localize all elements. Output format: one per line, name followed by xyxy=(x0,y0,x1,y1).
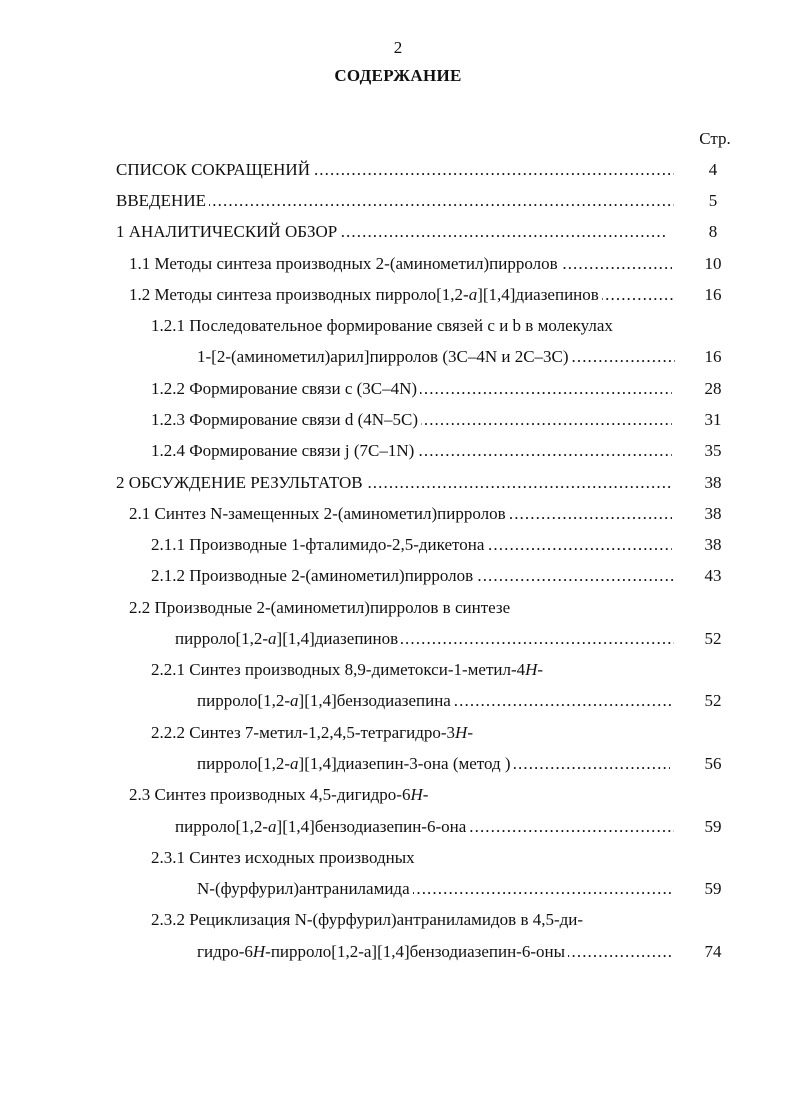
toc-page-number: 31 xyxy=(704,410,722,429)
toc-entry-2-2-1: 2.2.1 Синтез производных 8,9-диметокси-1-метил-4H- xyxy=(151,660,544,679)
toc-entry-chapter-2 xyxy=(116,470,672,496)
toc-entry-2-2: 2.2 Производные 2-(аминометил)пирролов в синтезе xyxy=(129,598,511,617)
toc-entry-text: 1-[2-(аминометил)арил]пирролов (3C–4N и 2C–3C) xyxy=(197,344,572,370)
toc-entry-text: 1.2.3 Формирование связи d (4N–5C) xyxy=(151,407,421,433)
page-number: 2 xyxy=(393,38,403,57)
toc-entry-text: 2.1.2 Производные 2-(аминометил)пирролов xyxy=(151,563,476,589)
toc-entry-2-2-1-continued xyxy=(197,688,674,714)
toc-entry-text: ВВЕДЕНИЕ xyxy=(116,188,209,214)
toc-page-number: 74 xyxy=(704,942,722,961)
toc-entry-2-2-2-continued xyxy=(197,751,670,777)
toc-entry-text: 2.1.1 Производные 1-фталимидо-2,5-дикетона xyxy=(151,532,487,558)
page-column-header: Стр. xyxy=(699,129,731,148)
toc-page-number: 43 xyxy=(704,566,722,585)
toc-page-number: 56 xyxy=(704,754,722,773)
toc-page-number: 8 xyxy=(708,222,718,241)
toc-entry-1-2-1-continued xyxy=(197,344,675,370)
toc-entry-text: гидро-6H-пирроло[1,2-a][1,4]бензодиазепин-6-оны xyxy=(197,939,568,965)
toc-entry-text: 1.2.4 Формирование связи j (7C–1N) xyxy=(151,438,417,464)
toc-entry-1-2-2 xyxy=(151,376,672,402)
toc-entry-text: СПИСОК СОКРАЩЕНИЙ xyxy=(116,157,313,183)
toc-page-number: 5 xyxy=(708,191,718,210)
page-title: СОДЕРЖАНИЕ xyxy=(334,66,462,85)
toc-entry-text: 1 АНАЛИТИЧЕСКИЙ ОБЗОР xyxy=(116,219,340,245)
toc-entry-2-3: 2.3 Синтез производных 4,5-дигидро-6H- xyxy=(129,785,429,804)
toc-entry-1-1 xyxy=(129,251,672,277)
toc-page-number: 16 xyxy=(704,347,722,366)
toc-entry-1-2-1: 1.2.1 Последовательное формирование связей c и b в молекулах xyxy=(151,316,613,335)
toc-entry-text: 2.1 Синтез N-замещенных 2-(аминометил)пирролов xyxy=(129,501,509,527)
toc-page-number: 38 xyxy=(704,473,722,492)
toc-entry-1-2-4 xyxy=(151,438,672,464)
toc-entry-2-1-1 xyxy=(151,532,672,558)
toc-page-number: 59 xyxy=(704,817,722,836)
toc-page-number: 52 xyxy=(704,629,722,648)
toc-page-number: 38 xyxy=(704,504,722,523)
toc-entry-introduction xyxy=(116,188,674,214)
toc-entry-2-3-2-continued xyxy=(197,939,674,965)
toc-page-number: 59 xyxy=(704,879,722,898)
toc-entry-2-2-2: 2.2.2 Синтез 7-метил-1,2,4,5-тетрагидро-3H- xyxy=(151,723,473,742)
toc-entry-2-1 xyxy=(129,501,672,527)
toc-page-number: 4 xyxy=(708,160,718,179)
toc-entry-2-3-2: 2.3.2 Рециклизация N-(фурфурил)антраниламидов в 4,5-ди- xyxy=(151,910,584,929)
toc-page-number: 52 xyxy=(704,691,722,710)
toc-page-number: 38 xyxy=(704,535,722,554)
toc-entry-1-2 xyxy=(129,282,675,308)
toc-entry-text: 2 ОБСУЖДЕНИЕ РЕЗУЛЬТАТОВ xyxy=(116,470,366,496)
toc-entry-2-3-1: 2.3.1 Синтез исходных производных xyxy=(151,848,415,867)
toc-entry-text: 1.1 Методы синтеза производных 2-(аминометил)пирролов xyxy=(129,251,561,277)
toc-page-number: 35 xyxy=(704,441,722,460)
toc-page-number: 10 xyxy=(704,254,722,273)
toc-entry-2-2-continued xyxy=(175,626,674,652)
toc-entry-text: 1.2 Методы синтеза производных пирроло[1,2-a][1,4]диазепинов xyxy=(129,282,602,308)
toc-page-number: 16 xyxy=(704,285,722,304)
toc-entry-abbreviations xyxy=(116,157,674,183)
toc-entry-text: пирроло[1,2-a][1,4]диазепинов xyxy=(175,626,401,652)
toc-entry-2-3-continued xyxy=(175,814,674,840)
toc-entry-text: пирроло[1,2-a][1,4]диазепин-3-она (метод ) xyxy=(197,751,514,777)
toc-entry-text: 1.2.2 Формирование связи c (3C–4N) xyxy=(151,376,420,402)
toc-page-number: 28 xyxy=(704,379,722,398)
toc-entry-text: пирроло[1,2-a][1,4]бензодиазепина xyxy=(197,688,454,714)
toc-entry-text: пирроло[1,2-a][1,4]бензодиазепин-6-она xyxy=(175,814,469,840)
toc-entry-2-1-2 xyxy=(151,563,675,589)
toc-entry-1-2-3 xyxy=(151,407,672,433)
toc-entry-2-3-1-continued xyxy=(197,876,674,902)
toc-entry-text: N-(фурфурил)антраниламида xyxy=(197,876,413,902)
toc-entry-chapter-1 xyxy=(116,219,668,245)
